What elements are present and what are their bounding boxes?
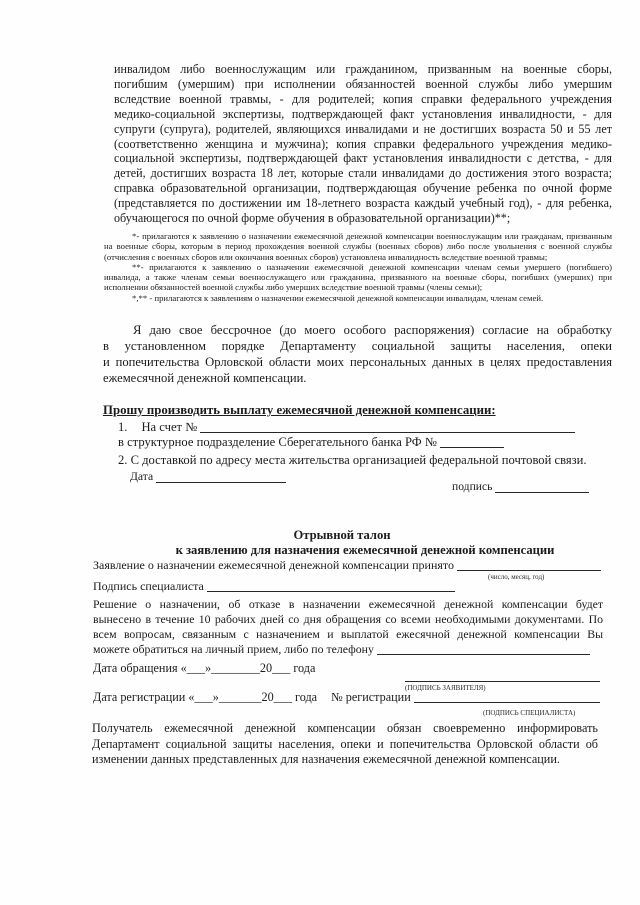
paragraph-line: инвалидом либо военнослужащим или гражданином, призванным на военные сборы, bbox=[114, 62, 612, 76]
paragraph-line: (представляется по достижении им 18-летнего возраста каждый учебный год), - для ребенка, bbox=[114, 196, 612, 211]
specialist-signature-row bbox=[93, 578, 455, 594]
paragraph-line: социальной экспертизы, подтверждающей факт установления инвалидности с детства, - для bbox=[114, 151, 612, 166]
payment-heading: Прошу производить выплату ежемесячной денежной компенсации: bbox=[103, 403, 496, 417]
footnote-line: *- прилагаются к заявлению о назначении ежемесячной денежной компенсации военнослужащим или гражданам, призванным bbox=[132, 231, 612, 241]
paragraph-line: Решение о назначении, об отказе в назначении ежемесячной денежной компенсации будет bbox=[93, 597, 603, 611]
footnote-line: исполнении обязанностей военной службы либо умерших вследствие военной травмы (члены семьи); bbox=[104, 282, 483, 293]
account-number-row bbox=[118, 419, 575, 435]
phone-blank bbox=[377, 654, 590, 655]
paragraph-line: обучающегося по очной форме обучения в образовательной организации)**; bbox=[114, 211, 511, 226]
date-label: Дата bbox=[130, 470, 154, 483]
specialist-signature-blank bbox=[207, 591, 455, 592]
paragraph-line: вынесено в течение 10 рабочих дней со дня обращения со всеми необходимыми документами. По bbox=[93, 612, 603, 626]
applicant-signature-row bbox=[452, 479, 589, 495]
documents-list-paragraph bbox=[114, 62, 612, 226]
notice-paragraph bbox=[92, 721, 598, 768]
paragraph-line: Я даю свое бессрочное (до моего особого распоряжения) согласие на обработку bbox=[133, 323, 612, 337]
bank-branch-blank bbox=[440, 447, 504, 448]
paragraph-line: изменении данных представленных для назначения ежемесячной денежной компенсации. bbox=[92, 752, 560, 766]
signature-blank bbox=[495, 492, 589, 493]
paragraph-line: справка образовательной организации, подтверждающая обучение ребенка по очной форме bbox=[114, 181, 612, 196]
paragraph-line: всем вопросам, связанным с назначением и выплатой ежесячной денежной компенсации Вы bbox=[93, 627, 603, 641]
application-accepted-row bbox=[93, 557, 601, 573]
applicant-signature-hint: (ПОДПИСЬ ЗАЯВИТЕЛЯ) bbox=[405, 684, 486, 692]
bank-branch-label: в структурное подразделение Сберегательного банка РФ № bbox=[118, 435, 437, 449]
paragraph-line: Получатель ежемесячной денежной компенсации обязан своевременно информировать bbox=[92, 721, 598, 735]
footnote-line: (отчисления с военных сборов или окончания военных сборов) установлена инвалидность вследствие военной травмы; bbox=[104, 251, 548, 262]
account-number-blank bbox=[200, 432, 575, 433]
application-date-row bbox=[130, 469, 286, 485]
paragraph-line: в установленном порядке Департаменту социальной защиты населения, опеки bbox=[103, 339, 612, 353]
footnote-line: *,** - прилагаются к заявлениям о назначении ежемесячной денежной компенсации инвалидам, членам семей. bbox=[132, 292, 544, 303]
paragraph-line: и попечительства Орловской области моих персональных данных в целях предоставления bbox=[103, 355, 612, 369]
paragraph-line: можете обратиться на личный прием, либо по телефону bbox=[93, 642, 374, 656]
footnote-line: инвалида, а также членам семьи военнослужащего или гражданина, призванного на военные сборы, погибших (умерших) при bbox=[104, 272, 612, 283]
footnote-line: на военные сборы, которым в период прохождения военной службы (военных сборов) либо после увольнения с военной службы bbox=[104, 241, 612, 252]
specialist-signature-label: Подпись специалиста bbox=[93, 579, 204, 593]
paragraph-line: супруги (супруга), родителей, являющихся инвалидами и не достигших возраста 50 и 55 лет bbox=[114, 121, 612, 136]
option-number: 1. bbox=[118, 420, 128, 434]
paragraph-line: ежемесячной денежной компенсации. bbox=[103, 371, 307, 385]
consent-paragraph bbox=[103, 322, 612, 386]
footnote-line: **- прилагаются к заявлению о назначении ежемесячной денежной компенсации членам семьи умершего (погибшего) bbox=[132, 261, 612, 272]
tear-off-subtitle: к заявлению для назначения ежемесячной денежной компенсации bbox=[175, 543, 555, 557]
accepted-date-blank bbox=[457, 570, 601, 571]
appeal-date-label: Дата обращения «___»________20___ года bbox=[93, 661, 316, 675]
registration-row bbox=[93, 689, 600, 705]
applicant-signature-line bbox=[405, 681, 600, 682]
accepted-date-hint: (число, месяц, год) bbox=[488, 573, 545, 581]
signature-label: подпись bbox=[452, 480, 493, 493]
specialist-signature-hint: (ПОДПИСЬ СПЕЦИАЛИСТА) bbox=[483, 709, 576, 717]
registration-number-label: № регистрации bbox=[331, 690, 411, 704]
paragraph-line: погибшим (умершим) при исполнении обязанностей военной службы либо умершим bbox=[114, 76, 612, 91]
paragraph-line: (соответственно женщина и мужчина); копия справки федерального учреждения медико- bbox=[114, 136, 612, 151]
paragraph-line: Департамент социальной защиты населения, опеки и попечительства Орловской области об bbox=[92, 736, 598, 751]
paragraph-line: медико-социальной экспертизы, подтверждающей факт установления инвалидности, - для bbox=[114, 106, 612, 121]
account-number-label: На счет № bbox=[141, 420, 198, 434]
decision-paragraph bbox=[93, 597, 603, 657]
bank-branch-row bbox=[118, 434, 504, 450]
postal-delivery-option: 2. С доставкой по адресу места жительства организацией федеральной почтовой связи. bbox=[118, 453, 587, 467]
paragraph-line: детей, достигших возраста 18 лет, которые стали инвалидами до достижения этого возраста; bbox=[114, 166, 612, 181]
tear-off-title: Отрывной талон bbox=[293, 528, 391, 542]
phone-row bbox=[93, 642, 603, 657]
footnotes bbox=[104, 231, 612, 303]
application-accepted-label: Заявление о назначении ежемесячной денежной компенсации принято bbox=[93, 558, 454, 572]
paragraph-line: вследствие военной травмы, - для родителей; копия справки федерального учреждения bbox=[114, 91, 612, 106]
registration-number-blank bbox=[414, 702, 600, 703]
date-blank bbox=[156, 482, 286, 483]
registration-date-label: Дата регистрации «___»_______20___ года bbox=[93, 690, 318, 704]
